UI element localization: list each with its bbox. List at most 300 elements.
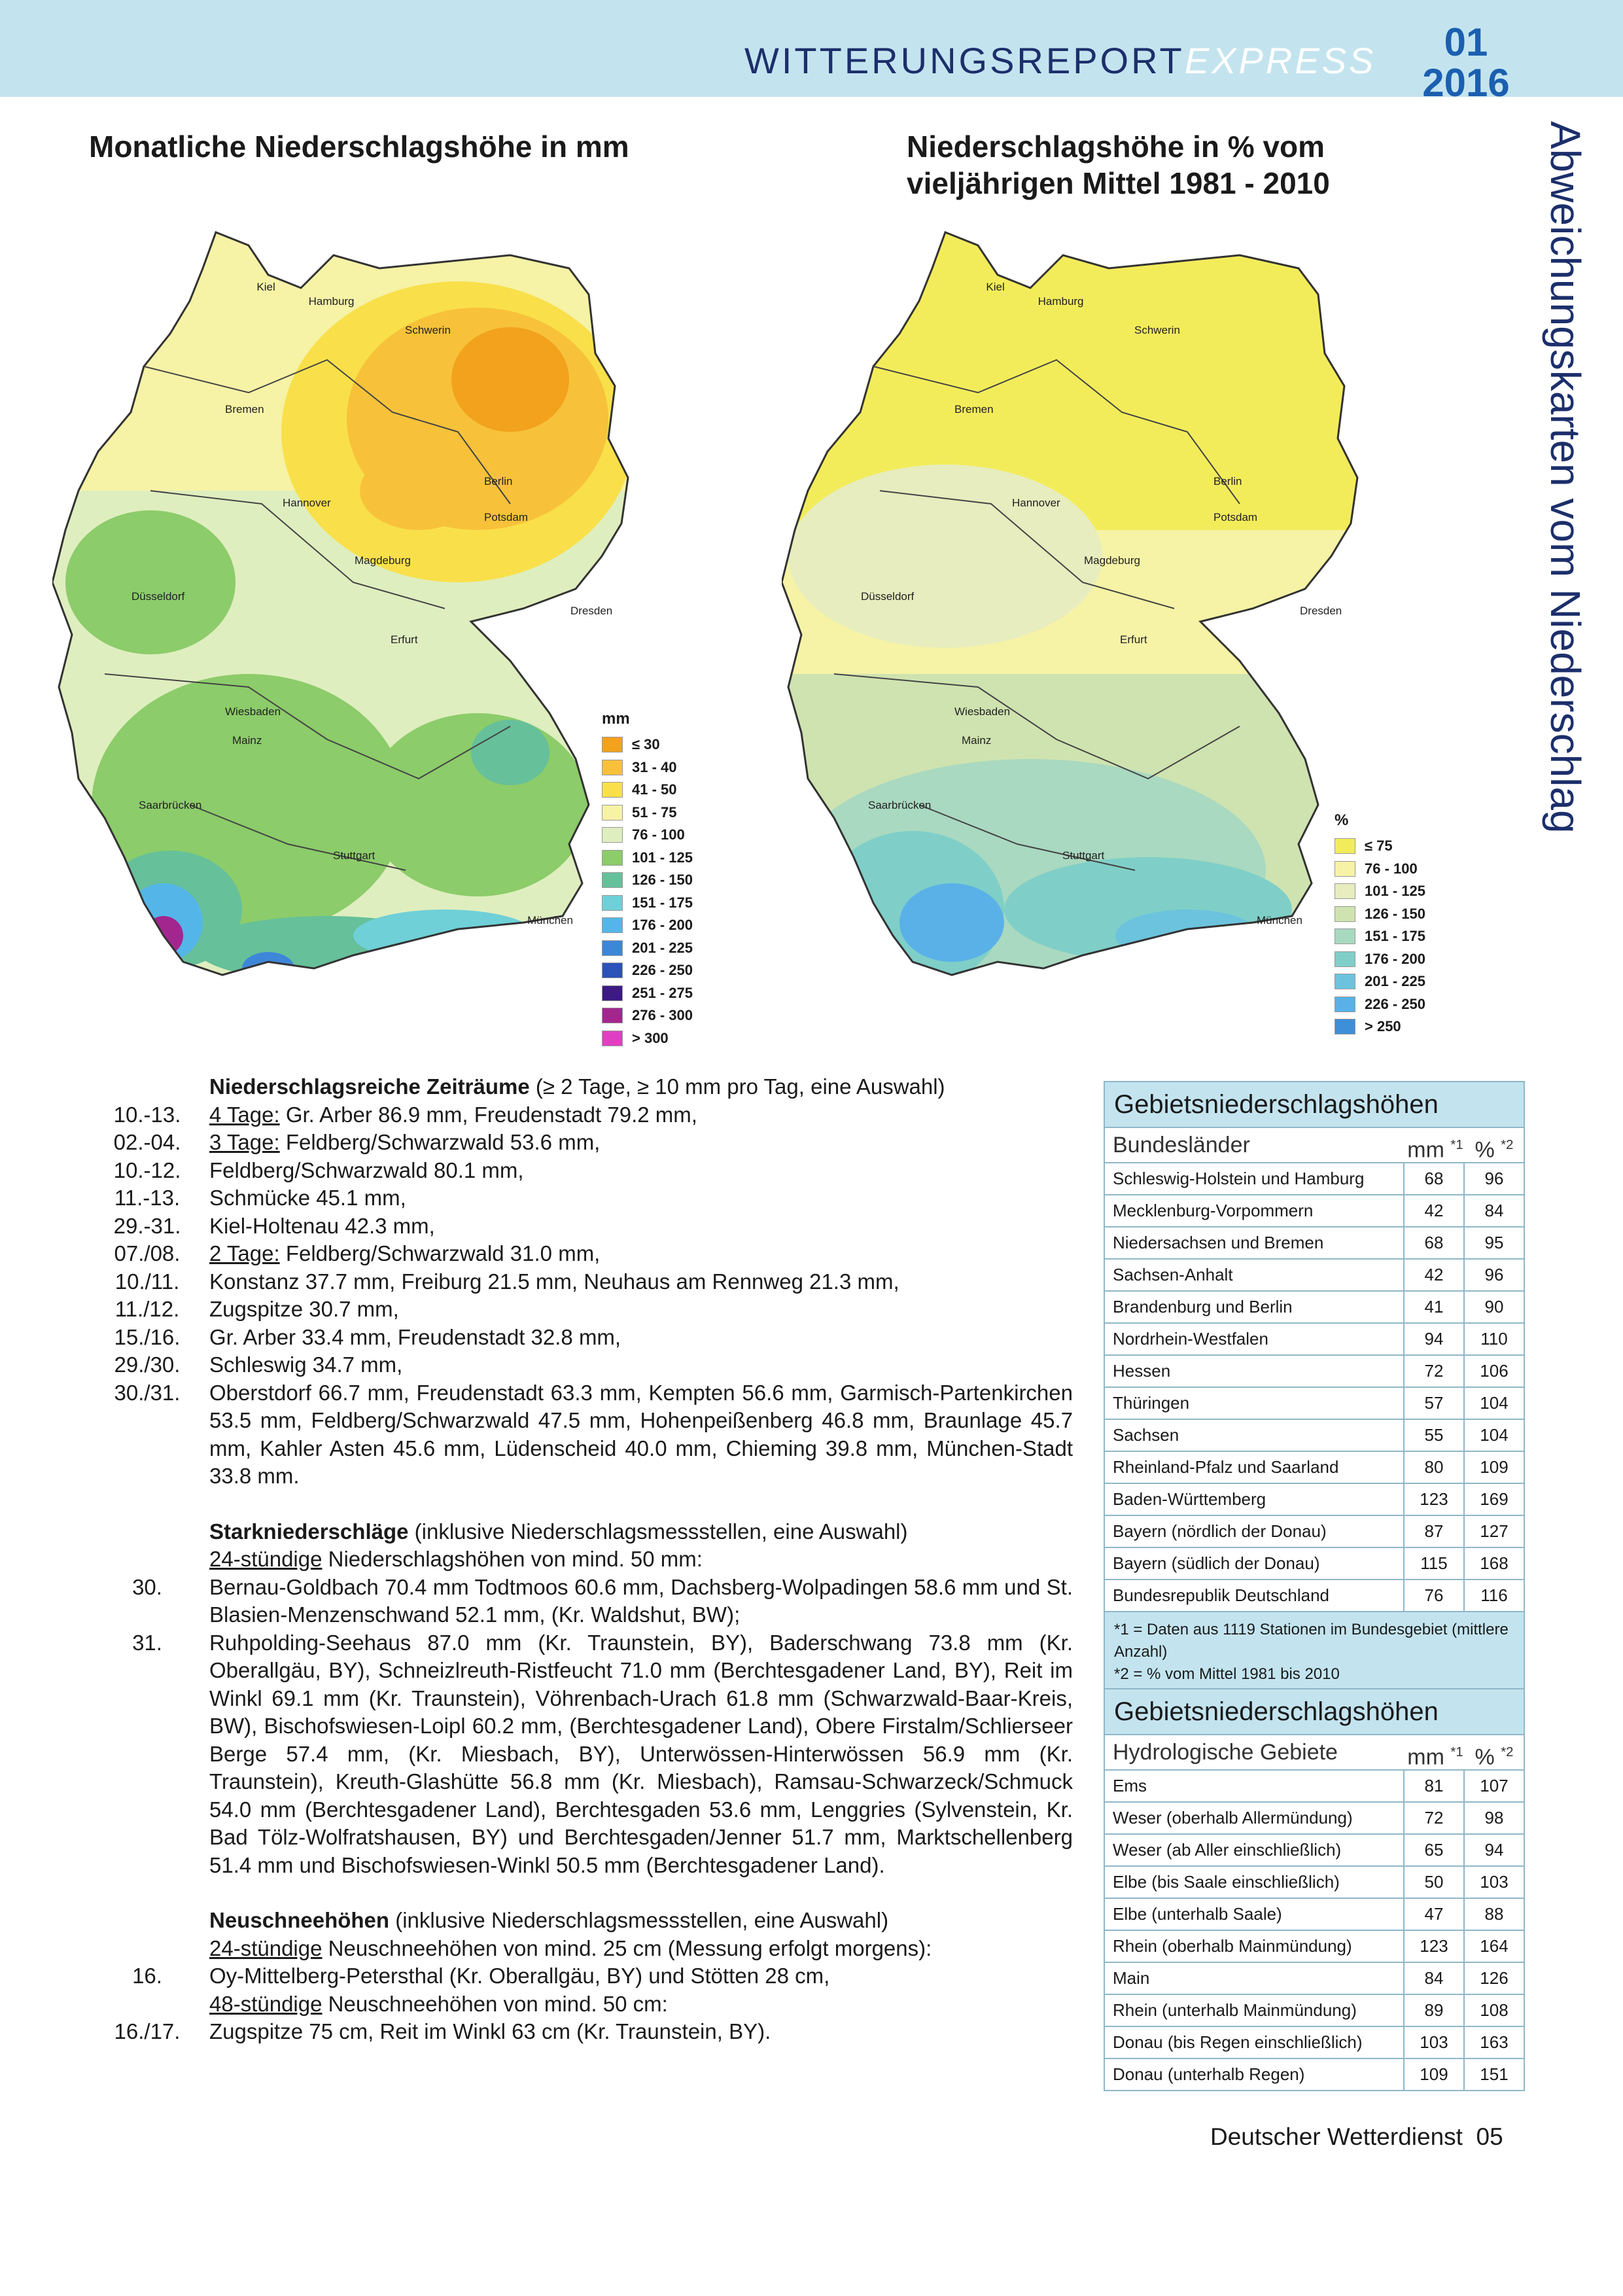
percent-legend-item <box>1335 903 1425 926</box>
row-name: Ems <box>1105 1771 1403 1801</box>
germany-map-percent <box>782 216 1423 1040</box>
mm-legend-swatch <box>602 872 623 888</box>
snow-sub1-underlined: 24-stündige <box>209 1935 323 1960</box>
legend-percent-unit: % <box>1335 811 1349 829</box>
mm-legend-item <box>602 869 693 892</box>
table-row <box>1105 1769 1524 1801</box>
table-row <box>1105 2026 1524 2058</box>
period-stations: Feldberg/Schwarzwald 53.6 mm, <box>279 1130 601 1154</box>
mm-legend-label: 76 - 100 <box>632 826 685 843</box>
row-mm: 72 <box>1403 1356 1463 1386</box>
percent-legend-label: 201 - 225 <box>1365 973 1425 990</box>
mm-legend-item <box>602 847 693 870</box>
table-row <box>1105 1194 1524 1226</box>
mm-legend-item <box>602 892 693 915</box>
row-pct: 96 <box>1463 1163 1524 1194</box>
period-stations: Konstanz 37.7 mm, Freiburg 21.5 mm, Neuhaus am Rennweg 21.3 mm, <box>209 1269 899 1294</box>
mm-legend-swatch <box>602 940 623 956</box>
row-name: Baden-Württemberg <box>1105 1484 1403 1515</box>
section-heading-heavy: Starkniederschläge <box>209 1519 409 1544</box>
period-row <box>85 1351 1073 1379</box>
row-mm: 50 <box>1403 1867 1463 1898</box>
mm-legend-swatch <box>602 827 623 843</box>
row-mm: 103 <box>1403 2027 1463 2058</box>
city-label: Wiesbaden <box>954 705 1011 718</box>
legend-mm-unit: mm <box>602 710 630 728</box>
period-stations: Zugspitze 30.7 mm, <box>209 1297 399 1321</box>
percent-legend-swatch <box>1335 997 1355 1012</box>
mm-legend-swatch <box>602 760 623 775</box>
row-pct: 96 <box>1463 1260 1524 1290</box>
snow-row <box>85 1962 1073 1990</box>
period-date: 10.-12. <box>113 1157 181 1182</box>
percent-legend-swatch <box>1335 906 1355 922</box>
row-name: Elbe (unterhalb Saale) <box>1105 1899 1403 1930</box>
heavy-text: Bernau-Goldbach 70.4 mm Todtmoos 60.6 mm, Dachsberg-Wolpadingen 58.6 mm und St. Blasien-Menzenschwand 52.1 mm, (Kr. Waldshut, BW); <box>209 1574 1073 1627</box>
row-name: Mecklenburg-Vorpommern <box>1105 1195 1403 1226</box>
period-stations: Kiel-Holtenau 42.3 mm, <box>209 1213 435 1238</box>
row-mm: 80 <box>1403 1452 1463 1483</box>
page-footer <box>1210 2123 1503 2151</box>
city-label: Berlin <box>484 475 513 487</box>
row-pct: 104 <box>1463 1388 1524 1419</box>
period-duration: 3 Tage: <box>209 1130 280 1154</box>
section-heading-snow: Neuschneehöhen <box>209 1908 390 1932</box>
mm-legend-item <box>602 914 693 937</box>
table-row <box>1105 1386 1524 1419</box>
period-text <box>209 1240 1073 1268</box>
city-label: Bremen <box>225 403 264 415</box>
map-right-title-line2: vieljährigen Mittel 1981 - 2010 <box>907 166 1330 200</box>
row-pct: 109 <box>1463 1452 1524 1483</box>
row-mm: 72 <box>1403 1803 1463 1833</box>
percent-legend-swatch <box>1335 861 1355 877</box>
row-name: Nordrhein-Westfalen <box>1105 1324 1403 1354</box>
map-left <box>52 216 693 1040</box>
col-name-header: Hydrologische Gebiete <box>1113 1740 1338 1765</box>
mm-legend-item <box>602 802 693 824</box>
period-row <box>85 1184 1073 1212</box>
period-stations: Feldberg/Schwarzwald 31.0 mm, <box>279 1241 601 1265</box>
map-left-title <box>89 128 629 165</box>
percent-legend-label: ≤ 75 <box>1365 838 1393 855</box>
period-date: 29.-31. <box>113 1213 181 1238</box>
col-mm-header <box>1406 1128 1465 1162</box>
city-label: Mainz <box>962 734 992 747</box>
col-mm-label: mm <box>1407 1137 1444 1163</box>
row-mm: 89 <box>1403 1995 1463 2026</box>
row-pct: 163 <box>1463 2027 1524 2058</box>
heavy-date: 30. <box>132 1574 162 1599</box>
city-label: Hamburg <box>308 295 355 308</box>
table-row <box>1105 1226 1524 1258</box>
percent-legend-item <box>1335 835 1425 858</box>
mm-legend-swatch <box>602 917 623 933</box>
table-title: Gebietsniederschlagshöhen <box>1105 1689 1524 1734</box>
period-date: 29./30. <box>114 1352 181 1377</box>
table-row <box>1105 1354 1524 1386</box>
period-date: 02.-04. <box>113 1130 181 1154</box>
period-stations: Gr. Arber 33.4 mm, Freudenstadt 32.8 mm, <box>209 1324 621 1349</box>
mm-legend-item <box>602 824 693 847</box>
percent-legend-swatch <box>1335 838 1355 854</box>
city-label: Stuttgart <box>1062 849 1105 862</box>
mm-legend-swatch <box>602 1008 623 1023</box>
period-stations: Schmücke 45.1 mm, <box>209 1186 406 1210</box>
city-label: Mainz <box>232 734 262 747</box>
row-pct: 127 <box>1463 1516 1524 1547</box>
city-label: Erfurt <box>391 633 418 646</box>
heavy-date: 31. <box>132 1630 162 1655</box>
mm-legend-label: 51 - 75 <box>632 804 677 821</box>
period-text <box>209 1324 1073 1352</box>
row-pct: 164 <box>1463 1931 1524 1962</box>
period-row <box>85 1268 1073 1296</box>
mm-legend-item <box>602 1004 693 1027</box>
map-left-title-line: Monatliche Niederschlagshöhe in mm <box>89 130 629 164</box>
mm-legend-swatch <box>602 805 623 821</box>
row-mm: 87 <box>1403 1516 1463 1547</box>
city-label: Wiesbaden <box>225 705 281 718</box>
germany-map-mm <box>52 216 693 1040</box>
percent-legend-label: 226 - 250 <box>1365 995 1425 1012</box>
row-mm: 68 <box>1403 1227 1463 1258</box>
mm-legend-item <box>602 982 693 1005</box>
table-row <box>1105 1162 1524 1194</box>
row-pct: 104 <box>1463 1420 1524 1451</box>
mm-legend-label: 276 - 300 <box>632 1007 693 1024</box>
row-pct: 116 <box>1463 1580 1524 1611</box>
row-mm: 76 <box>1403 1580 1463 1611</box>
section-heading-heavy-note: (inklusive Niederschlagsmessstellen, eine Auswahl) <box>408 1519 908 1544</box>
heavy-row <box>85 1574 1073 1629</box>
row-name: Weser (oberhalb Allermündung) <box>1105 1803 1403 1833</box>
percent-legend-label: 126 - 150 <box>1365 905 1425 922</box>
row-name: Bayern (südlich der Donau) <box>1105 1548 1403 1579</box>
snow-row-date: 16./17. <box>114 2019 181 2043</box>
city-label: Potsdam <box>484 511 529 523</box>
table-row <box>1105 1994 1524 2026</box>
percent-legend-label: 151 - 175 <box>1365 928 1425 945</box>
snow-sub2-text: Neuschneehöhen von mind. 50 cm: <box>322 1991 668 2016</box>
event-list <box>85 1073 1073 2046</box>
period-date: 07./08. <box>114 1241 181 1265</box>
section-heading-periods: Niederschlagsreiche Zeiträume <box>209 1074 530 1099</box>
percent-legend-swatch <box>1335 974 1355 989</box>
side-title-text: Abweichungskarten vom Niederschlag <box>1542 121 1589 834</box>
table-row <box>1105 1930 1524 1962</box>
row-name: Sachsen-Anhalt <box>1105 1260 1403 1290</box>
row-name: Main <box>1105 1963 1403 1994</box>
percent-legend-item <box>1335 925 1425 948</box>
row-pct: 106 <box>1463 1356 1524 1386</box>
city-label: Kiel <box>986 281 1005 293</box>
period-text <box>209 1351 1073 1379</box>
period-duration: 4 Tage: <box>209 1102 280 1127</box>
period-date: 11./12. <box>114 1297 180 1321</box>
row-mm: 81 <box>1403 1771 1463 1801</box>
table-row <box>1105 1483 1524 1515</box>
row-name: Brandenburg und Berlin <box>1105 1292 1403 1322</box>
period-row <box>85 1240 1073 1268</box>
table-footnotes <box>1105 1611 1524 1692</box>
city-label: Schwerin <box>1134 324 1180 336</box>
period-text <box>209 1101 1073 1129</box>
city-label: Dresden <box>570 605 613 617</box>
mm-legend-label: 101 - 125 <box>632 849 693 866</box>
heavy-sub-text: Niederschlagshöhen von mind. 50 mm: <box>322 1547 703 1571</box>
percent-legend-swatch <box>1335 951 1355 967</box>
mm-legend-item <box>602 959 693 982</box>
percent-legend-swatch <box>1335 883 1355 899</box>
row-pct: 95 <box>1463 1227 1524 1258</box>
row-name: Thüringen <box>1105 1388 1403 1419</box>
row-mm: 41 <box>1403 1292 1463 1322</box>
issue-badge <box>1417 22 1515 103</box>
col-pct-label: % <box>1475 1137 1495 1163</box>
snow-row-date: 16. <box>132 1964 162 1988</box>
mm-legend-swatch <box>602 737 623 752</box>
col-name-header: Bundesländer <box>1113 1133 1250 1157</box>
report-title-main: WITTERUNGSREPORT <box>744 40 1185 81</box>
period-date: 10.-13. <box>113 1102 181 1127</box>
footer-org: Deutscher Wetterdienst <box>1210 2123 1463 2150</box>
percent-legend-label: > 250 <box>1365 1018 1401 1035</box>
table-header <box>1105 1127 1524 1162</box>
period-stations: Feldberg/Schwarzwald 80.1 mm, <box>209 1157 524 1182</box>
table-row <box>1105 1962 1524 1994</box>
percent-legend-item <box>1335 858 1425 881</box>
period-row <box>85 1212 1073 1241</box>
city-label: Kiel <box>256 281 275 293</box>
mm-legend-label: 201 - 225 <box>632 939 693 956</box>
table-title: Gebietsniederschlagshöhen <box>1105 1082 1524 1127</box>
row-mm: 47 <box>1403 1899 1463 1930</box>
row-pct: 126 <box>1463 1963 1524 1994</box>
col-mm-footnote-ref: *1 <box>1450 1138 1463 1152</box>
heavy-text: Ruhpolding-Seehaus 87.0 mm (Kr. Traunstein, BY), Baderschwang 73.8 mm (Kr. Oberallgäu, BY), Schneizlreuth-Ristfeucht 71.0 mm (Berchtesgadener Land, BY), Reit im Winkl 69.1 mm (Kr. Traunstein), Vöhrenbach-Urach 61.8 mm (Schwarzwald-Baar-Kreis, BW), Bischofswiesen-Loipl 60.2 mm, (Berchtesgadener Land), Obere Firstalm/Schlierseer Berge 57.4 mm, (Kr. Miesbach, BY), Unterwössen-Hinterwössen 56.9 mm (Kr. Traunstein), Kreuth-Glashütte 56.8 mm (Kr. Miesbach), Ramsau-Schwarzeck/Schmuck 54.0 mm (Berchtesgadener Land), Berchtesgaden 53.6 mm, Lenggries (Sylvenstein, Kr. Bad Tölz-Wolfratshausen, BY) und Berchtesgaden/Jenner 51.7 mm, Marktschellenberg 51.4 mm und Bischofswiesen-Winkl 50.5 mm (Berchtesgadener Land). <box>209 1630 1073 1877</box>
snow-row-text: Oy-Mittelberg-Petersthal (Kr. Oberallgäu, BY) und Stötten 28 cm, <box>209 1964 830 1988</box>
row-pct: 108 <box>1463 1995 1524 2026</box>
row-pct: 107 <box>1463 1771 1524 1801</box>
snow-row <box>85 2018 1073 2046</box>
row-pct: 151 <box>1463 2059 1524 2090</box>
city-label: Hamburg <box>1038 295 1084 308</box>
row-name: Hessen <box>1105 1356 1403 1386</box>
mm-legend-label: > 300 <box>632 1029 669 1046</box>
row-pct: 90 <box>1463 1292 1524 1322</box>
row-mm: 68 <box>1403 1163 1463 1194</box>
period-stations: Schleswig 34.7 mm, <box>209 1352 403 1377</box>
legend-mm <box>602 710 693 1050</box>
issue-year: 2016 <box>1422 61 1510 105</box>
percent-legend-item <box>1335 970 1425 993</box>
row-pct: 169 <box>1463 1484 1524 1515</box>
row-pct: 84 <box>1463 1195 1524 1226</box>
city-label: Erfurt <box>1120 633 1147 646</box>
section-heading-snow-note: (inklusive Niederschlagsmessstellen, eine Auswahl) <box>389 1908 889 1932</box>
map-right-title-line1: Niederschlagshöhe in % vom <box>907 130 1325 164</box>
row-name: Schleswig-Holstein und Hamburg <box>1105 1163 1403 1194</box>
row-name: Weser (ab Aller einschließlich) <box>1105 1835 1403 1865</box>
percent-legend-item <box>1335 1016 1425 1038</box>
period-row <box>85 1296 1073 1324</box>
city-label: München <box>527 914 573 927</box>
col-pct-header <box>1465 1735 1524 1769</box>
mm-legend-swatch <box>602 895 623 911</box>
table-row <box>1105 1322 1524 1354</box>
mm-legend-swatch <box>602 782 623 798</box>
table-hydrologische-gebiete <box>1104 1688 1525 2091</box>
col-pct-footnote-ref: *2 <box>1501 1745 1514 1759</box>
row-mm: 123 <box>1403 1484 1463 1515</box>
snow-sub1-text: Neuschneehöhen von mind. 25 cm (Messung erfolgt morgens): <box>322 1935 932 1960</box>
table-row <box>1105 1579 1524 1611</box>
mm-legend-item <box>602 733 693 756</box>
period-row <box>85 1101 1073 1129</box>
period-row <box>85 1324 1073 1352</box>
col-mm-header <box>1406 1735 1465 1769</box>
row-mm: 42 <box>1403 1260 1463 1290</box>
heavy-row <box>85 1629 1073 1880</box>
col-mm-label: mm <box>1407 1744 1444 1770</box>
row-mm: 55 <box>1403 1420 1463 1451</box>
mm-legend-label: 31 - 40 <box>632 758 677 775</box>
percent-legend-swatch <box>1335 928 1355 944</box>
city-label: Potsdam <box>1213 511 1258 523</box>
city-label: Schwerin <box>405 324 451 336</box>
city-label: Düsseldorf <box>861 590 915 603</box>
col-pct-footnote-ref: *2 <box>1501 1138 1514 1152</box>
mm-legend-label: 176 - 200 <box>632 917 693 934</box>
side-title <box>1542 121 1590 834</box>
table-row <box>1105 1833 1524 1865</box>
section-heading-periods-note: (≥ 2 Tage, ≥ 10 mm pro Tag, eine Auswahl) <box>529 1074 945 1099</box>
table-row <box>1105 2058 1524 2090</box>
row-pct: 94 <box>1463 1835 1524 1865</box>
row-name: Rheinland-Pfalz und Saarland <box>1105 1452 1403 1483</box>
row-name: Rhein (oberhalb Mainmündung) <box>1105 1931 1403 1962</box>
period-date: 10./11. <box>114 1269 180 1294</box>
mm-legend-label: 251 - 275 <box>632 984 693 1001</box>
period-text <box>209 1129 1073 1157</box>
mm-legend-label: ≤ 30 <box>632 736 660 753</box>
period-text <box>209 1184 1073 1212</box>
issue-number: 01 <box>1444 20 1488 64</box>
city-label: Düsseldorf <box>131 590 185 603</box>
row-pct: 98 <box>1463 1803 1524 1833</box>
mm-legend-item <box>602 756 693 779</box>
city-label: Dresden <box>1300 605 1342 617</box>
mm-legend-item <box>602 1027 693 1050</box>
footnote-2: *2 = % vom Mittel 1981 bis 2010 <box>1114 1665 1340 1683</box>
table-row <box>1105 1419 1524 1451</box>
table-row <box>1105 1801 1524 1833</box>
period-row <box>85 1157 1073 1185</box>
city-label: Hannover <box>1012 497 1060 509</box>
period-date: 11.-13. <box>114 1186 181 1210</box>
city-label: Berlin <box>1213 475 1242 487</box>
map-right-title <box>907 128 1330 202</box>
col-mm-footnote-ref: *1 <box>1450 1745 1463 1759</box>
footnote-1: *1 = Daten aus 1119 Stationen im Bundesgebiet (mittlere Anzahl) <box>1114 1621 1509 1661</box>
city-label: Saarbrücken <box>139 799 202 811</box>
mm-legend-swatch <box>602 985 623 1001</box>
table-row <box>1105 1290 1524 1322</box>
percent-legend-swatch <box>1335 1019 1355 1034</box>
city-label: München <box>1257 914 1302 927</box>
snow-row-text: Zugspitze 75 cm, Reit im Winkl 63 cm (Kr. Traunstein, BY). <box>209 2019 771 2043</box>
row-name: Rhein (unterhalb Mainmündung) <box>1105 1995 1403 2026</box>
row-name: Bayern (nördlich der Donau) <box>1105 1516 1403 1547</box>
table-header <box>1105 1734 1524 1769</box>
col-pct-header <box>1465 1128 1524 1162</box>
row-mm: 115 <box>1403 1548 1463 1579</box>
table-row <box>1105 1547 1524 1579</box>
period-duration: 2 Tage: <box>209 1241 280 1265</box>
period-date: 15./16. <box>114 1324 181 1349</box>
mm-legend-label: 126 - 150 <box>632 872 693 889</box>
legend-percent <box>1335 811 1425 1038</box>
table-row <box>1105 1865 1524 1898</box>
period-text <box>209 1379 1073 1491</box>
period-row <box>85 1379 1073 1491</box>
percent-legend-item <box>1335 948 1425 971</box>
period-date: 30./31. <box>114 1380 181 1405</box>
city-label: Hannover <box>283 497 331 509</box>
mm-legend-label: 41 - 50 <box>632 781 677 798</box>
period-text <box>209 1296 1073 1324</box>
city-label: Magdeburg <box>1084 554 1141 567</box>
mm-legend-label: 151 - 175 <box>632 894 693 911</box>
row-name: Sachsen <box>1105 1420 1403 1451</box>
row-mm: 42 <box>1403 1195 1463 1226</box>
page-number: 05 <box>1476 2123 1503 2150</box>
row-mm: 94 <box>1403 1324 1463 1354</box>
heavy-sub-underlined: 24-stündige <box>209 1547 323 1571</box>
row-pct: 110 <box>1463 1324 1524 1354</box>
percent-legend-label: 176 - 200 <box>1365 950 1425 967</box>
percent-legend-label: 76 - 100 <box>1365 860 1418 877</box>
table-row <box>1105 1451 1524 1483</box>
row-name: Bundesrepublik Deutschland <box>1105 1580 1403 1611</box>
table-row <box>1105 1898 1524 1930</box>
period-text <box>209 1157 1073 1185</box>
snow-sub2-underlined: 48-stündige <box>209 1991 323 2016</box>
period-text <box>209 1212 1073 1241</box>
mm-legend-item <box>602 937 693 960</box>
mm-legend-swatch <box>602 1031 623 1046</box>
row-mm: 84 <box>1403 1963 1463 1994</box>
table-bundeslaender <box>1104 1081 1525 1693</box>
row-name: Niedersachsen und Bremen <box>1105 1227 1403 1258</box>
mm-legend-swatch <box>602 963 623 978</box>
row-name: Elbe (bis Saale einschließlich) <box>1105 1867 1403 1898</box>
table-row <box>1105 1258 1524 1290</box>
city-label: Stuttgart <box>333 849 375 862</box>
mm-legend-swatch <box>602 850 623 866</box>
city-label: Bremen <box>954 403 994 415</box>
table-row <box>1105 1515 1524 1547</box>
row-name: Donau (unterhalb Regen) <box>1105 2059 1403 2090</box>
col-pct-label: % <box>1475 1744 1495 1770</box>
percent-legend-label: 101 - 125 <box>1365 883 1425 900</box>
city-label: Saarbrücken <box>868 799 932 811</box>
period-row <box>85 1129 1073 1157</box>
map-right <box>782 216 1423 1040</box>
mm-legend-item <box>602 779 693 802</box>
report-title-express: EXPRESS <box>1184 40 1376 81</box>
